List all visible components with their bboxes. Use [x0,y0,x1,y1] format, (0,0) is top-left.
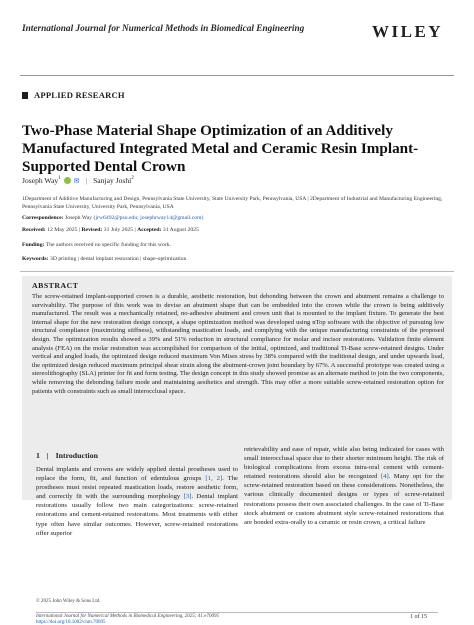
doi-link[interactable]: https://doi.org/10.1002/cnm.70095 [36,620,106,625]
footer-citation: International Journal for Numerical Methods in Biomedical Engineering, 2025; 41:e70095 [36,614,220,619]
abstract-heading: ABSTRACT [32,281,79,290]
dates-line: Received: 12 May 2025 | Revised: 31 July 2025 | Accepted: 31 August 2025 [22,227,199,233]
journal-title: International Journal for Numerical Methods in Biomedical Engineering [22,24,305,34]
citation-link[interactable]: [4] [380,473,389,481]
funding-line: Funding: The authors received no specific funding for this work. [22,242,172,248]
meta-divider [20,271,454,272]
affiliations: 1Department of Additive Manufacturing and Design, Pennsylvania State University, State University Park, Pennsylvania, USA | 2Department of Industrial and Manufacturing Engineering, Pennsylvania State University, University Park, Pennsylvania, USA [22,196,443,210]
citation-link[interactable]: [1, 2] [205,475,223,483]
author-name[interactable]: Sanjay Joshi$^2$ [93,176,134,185]
keywords-line: Keywords: 3D printing | dental implant restoration | shape-optimization [22,256,187,262]
abstract-text: The screw-retained implant-supported crown is a durable, aesthetic restoration, but debonding between the crown and abutment remains a challenge to survivability. The purpose of this work was to devise an abutment shape that can be embedded into the crown while the crown is being additively manufactured. The result was a mechanically retained, no-adhesive abutment and crown unit that is mounted to the implant fixture. To generate the best internal shape for the new restoration design concept, a shape optimization method was developed using nTop software with the objective of pursuing low structural compliance (maximizing stiffness), withstanding mastication loads, and complying with the unique manufacturing constraints of the proposed design. The optimization results showed a 39% and 51% reduction in structural compliance for molar and incisor restorations. Validation finite element analysis (FEA) on the molar restoration was accomplished for comparison of the initial, optimized, and traditional Ti-Base screw-retained designs. Under vertical and angled loads, the optimized design reduced maximum Von Mises stress by 38% compared with the traditional design, and under upwards load, the optimized design reduced maximum principal shear strain along the abutment-crown joint boundary by 67%. A successful prototype was created using a stereolithography (SLA) printer for fit and form testing. The design concept in this study showed promise as an alternate method to join the two components, while removing the debonding failure mode and maintaining aesthetics and strength. This may offer a more suitable screw-retained restoration option for patients with constraints such as small interocclusal space. [32,293,444,395]
copyright-notice: © 2025 John Wiley & Sons Ltd. [36,599,101,604]
correspondence-line: Correspondence: Joseph Way (jrw6492@psu.edu; josephrway14@gmail.com) [22,215,204,221]
author-separator: | [85,176,88,185]
section-heading: 1 | Introduction [36,451,98,460]
correspondence-email-link[interactable]: (jrw6492@psu.edu; josephrway14@gmail.com) [93,215,204,221]
intro-right-column: retrievability and ease of repair, while also being indicated for cases with small interocclusal space due to their shorter minimum height. The risk of biological complications from excess intra-oral cement with cement-retained restorations should also be recognized [4]. Many opt for the screw-retained restoration based on these considerations. Nonetheless, the various clinically documented designs or types of screw-retained restorations possess their own associated challenges. In the case of Ti-Base stock abutment or custom abutment style screw-retained restorations that are bonded extra-orally to a ceramic or resin crown, a critical failure [244,446,444,526]
section-label: APPLIED RESEARCH [34,90,125,100]
author-list [22,176,134,185]
article-title: Two-Phase Material Shape Optimization of an Additively Manufactured Integrated Metal and Ceramic Resin Implant-Supported Dental Crown [22,122,419,175]
intro-left-column: Dental implants and crowns are widely applied dental prostheses used to replace the form, fit, and function of edentulous groups [1, 2]. The prostheses must resist repeated mastication loads, restore aesthetic form, and correctly fit with the surrounding morphology [3]. Dental implant restorations usually follow two main categorizations: screw-retained restorations and cement-retained restorations. Most treatments with either type often have similar outcomes. However, screw-retained restorations offer superior [36,466,238,537]
section-marker [22,92,28,99]
citation-link[interactable]: [3] [183,493,192,501]
publisher-logo: WILEY [372,22,444,41]
page-number: 1 of 15 [410,614,427,620]
header-divider [20,75,454,76]
mail-icon[interactable]: ✉ [73,176,80,185]
orcid-icon[interactable] [64,177,71,184]
author-name[interactable]: Joseph Way$^1$ [22,176,61,185]
section-tag [22,90,125,100]
footer-divider [36,612,438,613]
